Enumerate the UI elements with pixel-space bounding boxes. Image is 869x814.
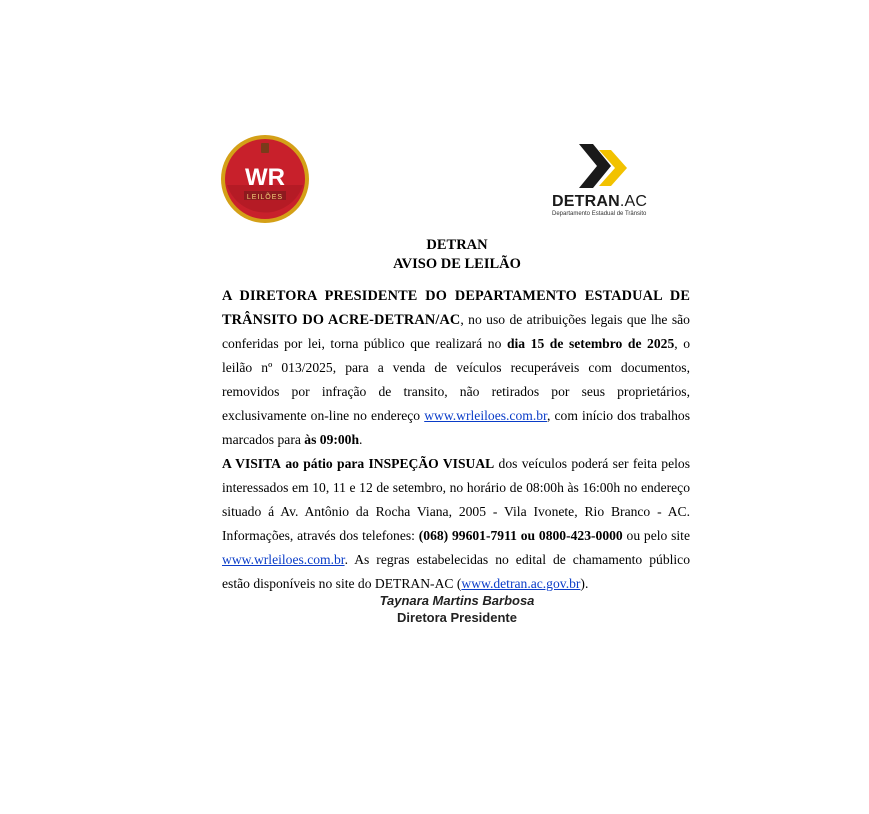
signatory-role: Diretora Presidente: [397, 610, 517, 625]
detran-ac-logo: [552, 140, 662, 222]
svg-text:LEILÕES: LEILÕES: [246, 194, 284, 201]
detran-site-link[interactable]: www.detran.ac.gov.br: [461, 576, 581, 591]
notice-text: , no uso de atribuições legais que lhe são conferidas por lei, torna público que realizará no: [222, 312, 690, 351]
contact-phones: (068) 99601-7911 ou 0800-423-0000: [418, 528, 623, 543]
notice-text: . As regras estabelecidas no edital de chamamento público estão disponíveis no site do DETRAN-AC (: [222, 552, 690, 591]
wr-leiloes-logo: [218, 133, 312, 225]
auction-time: às 09:00h: [304, 432, 360, 447]
auction-date: dia 15 de setembro de 2025: [506, 336, 675, 351]
notice-subheading: AVISO DE LEILÃO: [393, 256, 521, 272]
detran-ac-wordmark: DETRAN.AC: [552, 193, 648, 210]
notice-text: , com início dos trabalhos marcados para: [222, 408, 690, 447]
notice-text: , o leilão nº 013/2025, para a venda de veículos recuperáveis com documentos, removidos por infração de transito, não retirados por seus proprietários, exclusivamente on-line no endereço: [222, 336, 691, 423]
notice-text: .: [359, 432, 363, 447]
notice-text: ).: [580, 576, 589, 591]
wrleiloes-link-2[interactable]: www.wrleiloes.com.br: [222, 552, 345, 567]
visit-lead: A VISITA: [222, 456, 281, 471]
wrleiloes-link[interactable]: www.wrleiloes.com.br: [424, 408, 547, 423]
svg-text:WR: WR: [245, 164, 285, 191]
inspection-lead: ao pátio para INSPEÇÃO VISUAL: [285, 456, 495, 471]
detran-ac-subtitle: Departamento Estadual de Trânsito: [552, 211, 647, 217]
notice-heading: DETRAN: [426, 237, 488, 253]
notice-text: dos veículos poderá ser feita pelos interessados em 10, 11 e 12 de setembro, no horário de 08:00h às 16:00h no endereço situado á Av. Antônio da Rocha Viana, 2005 - Vila Ivonete, Rio Branco - AC. Informações, através dos telefones:: [222, 456, 690, 543]
authority-lead: A DIRETORA PRESIDENTE DO DEPARTAMENTO ESTADUAL DE TRÂNSITO DO ACRE-DETRAN/AC: [222, 288, 690, 328]
notice-body: [222, 284, 690, 596]
notice-text: ou pelo site: [622, 528, 690, 543]
chevron-icon: [577, 142, 637, 192]
signatory-name: Taynara Martins Barbosa: [379, 593, 535, 608]
